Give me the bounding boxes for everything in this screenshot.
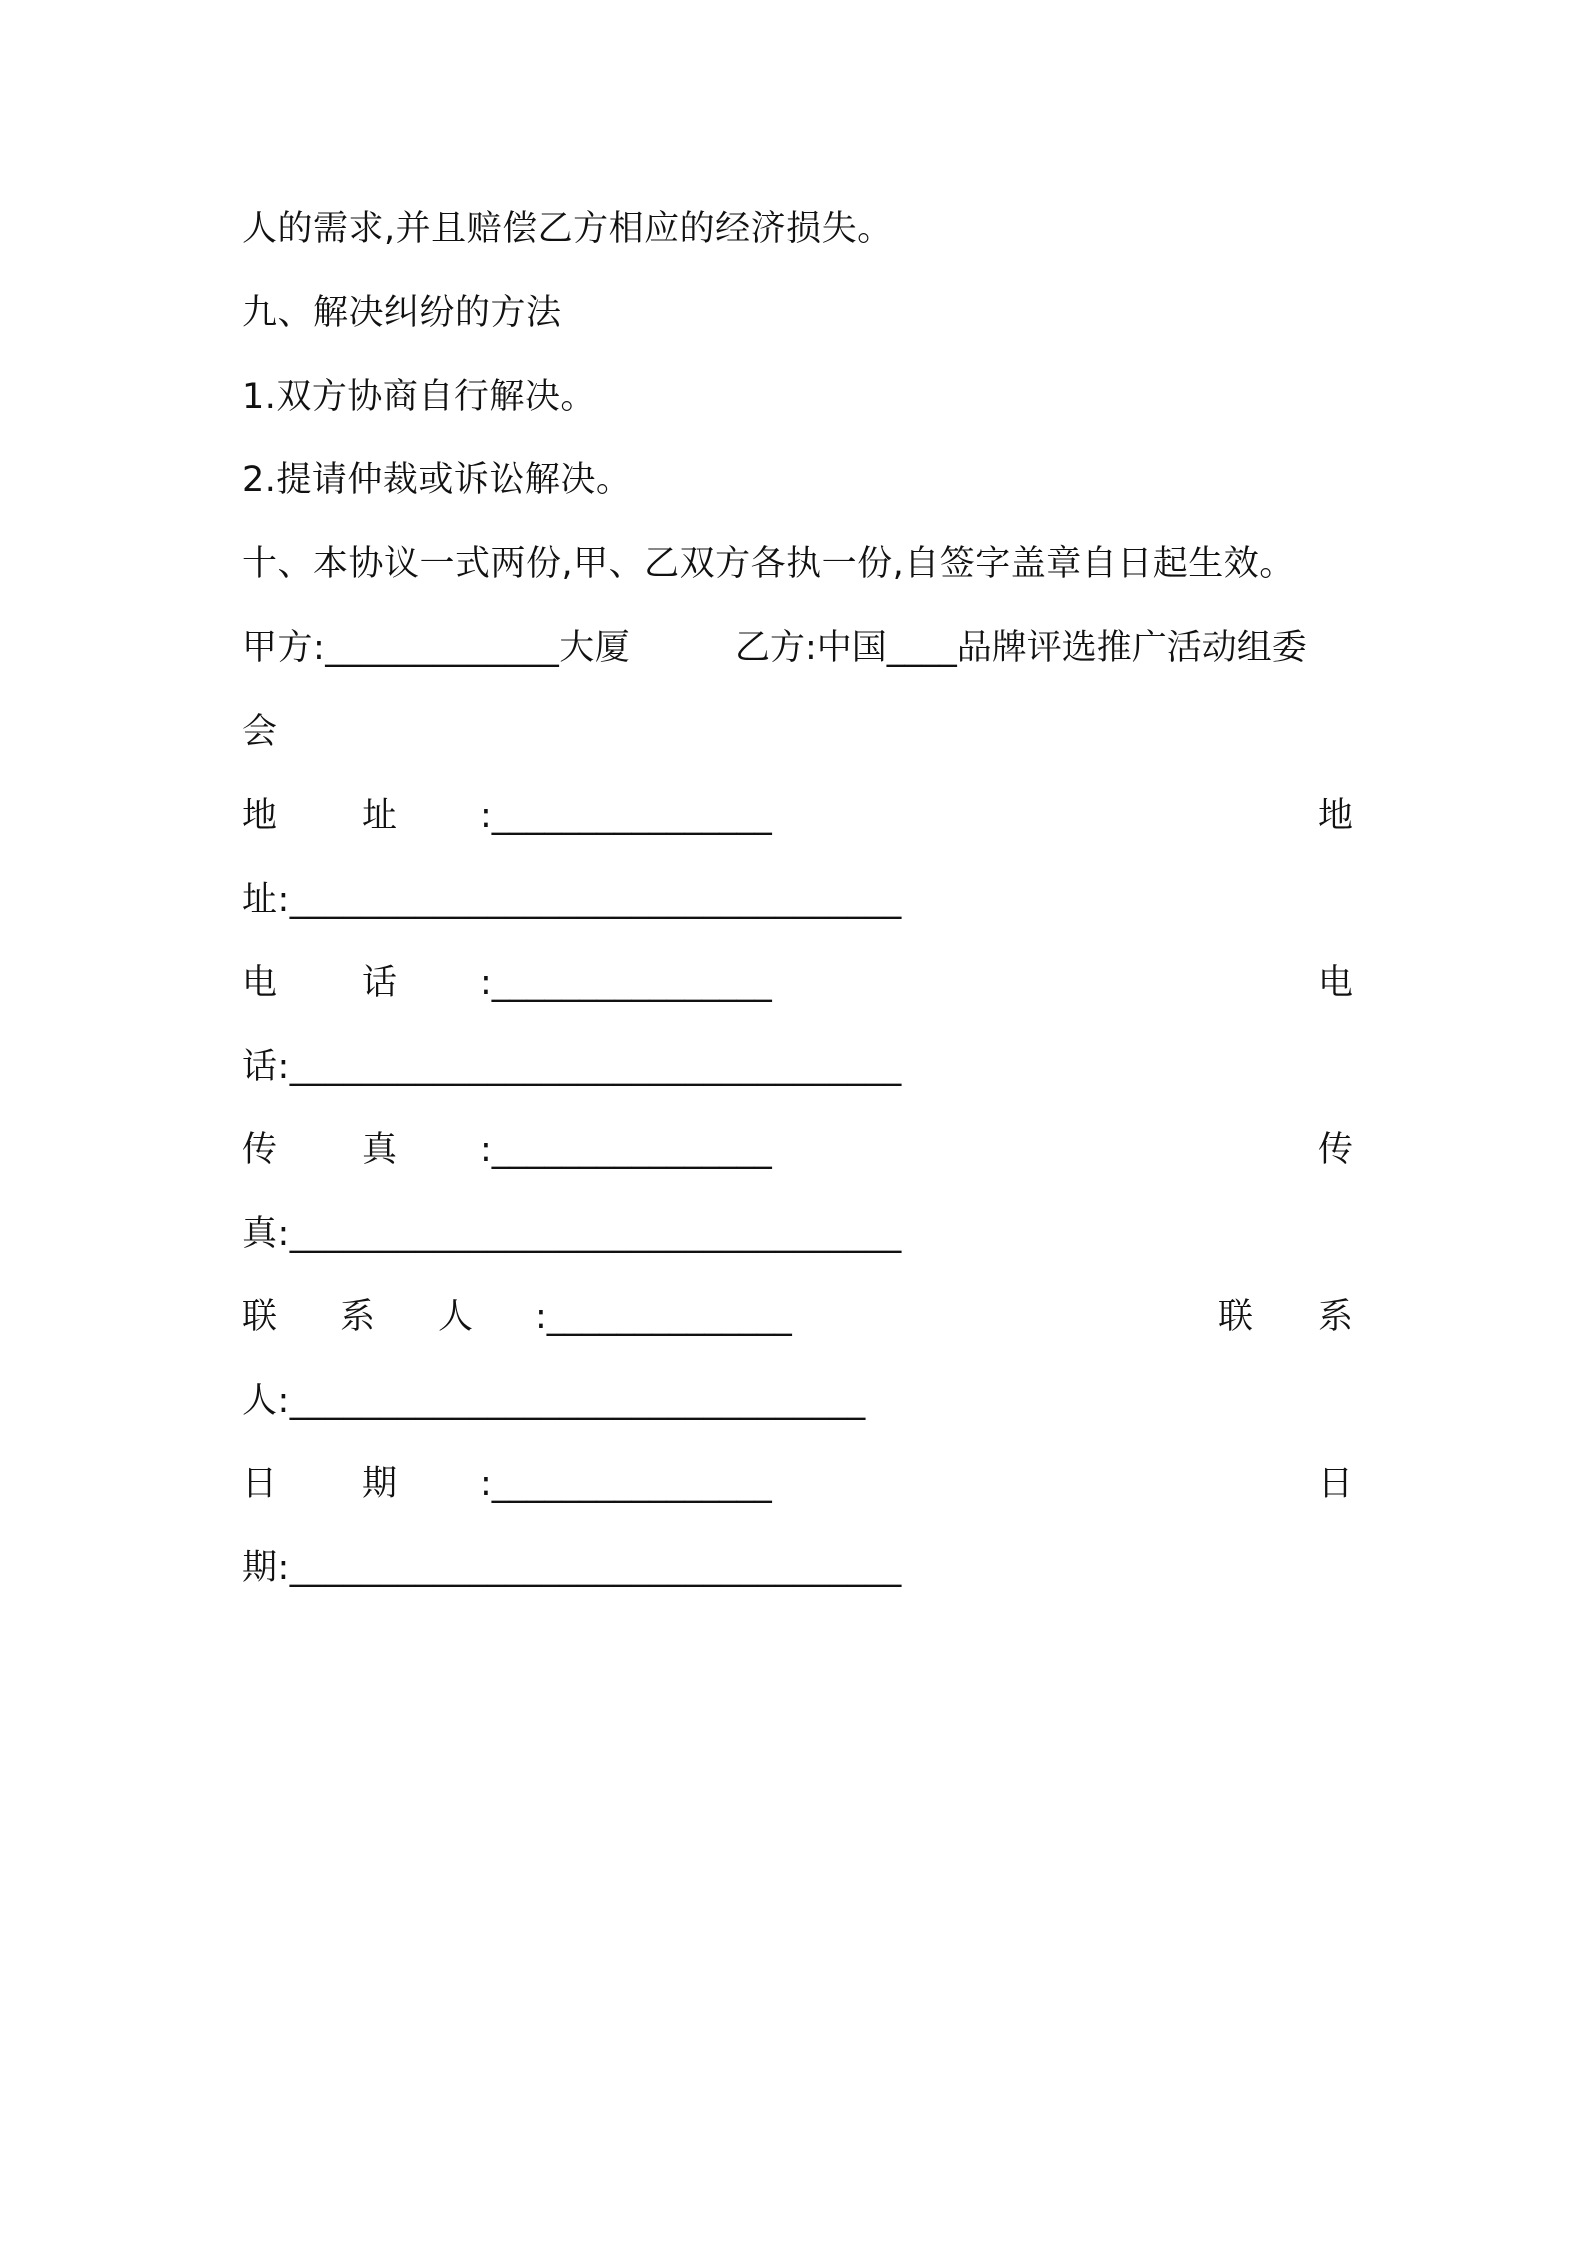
address-a-blank: :________________ xyxy=(480,796,772,836)
date-a-blank: :________________ xyxy=(480,1464,772,1504)
phone-a-char-1: 电 xyxy=(242,963,278,1003)
contact-a-blank: :______________ xyxy=(535,1297,792,1337)
fax-b-head: 传 xyxy=(1318,1130,1354,1170)
address-a-char-2: 址 xyxy=(362,796,398,836)
party-a-label: 甲方:_____________大厦 xyxy=(242,628,631,668)
address-b-line: 址:__________________________________ xyxy=(242,880,902,920)
address-b-head: 地 xyxy=(1318,796,1354,836)
phone-b-head: 电 xyxy=(1318,963,1354,1003)
contact-a-char-3: 人 xyxy=(438,1297,474,1337)
date-a-char-1: 日 xyxy=(242,1464,278,1504)
address-a-char-1: 地 xyxy=(242,796,278,836)
section-heading-dispute: 九、解决纠纷的方法 xyxy=(242,293,562,333)
contact-a-char-2: 系 xyxy=(340,1297,376,1337)
contact-b-head-2: 系 xyxy=(1318,1297,1354,1337)
phone-a-char-2: 话 xyxy=(362,963,398,1003)
party-b-label: 乙方:中国____品牌评选推广活动组委 xyxy=(735,628,1307,668)
dispute-item-2: 2.提请仲裁或诉讼解决。 xyxy=(242,460,632,500)
date-a-char-2: 期 xyxy=(362,1464,398,1504)
section-heading-effect: 十、本协议一式两份,甲、乙双方各执一份,自签字盖章自日起生效。 xyxy=(242,544,1295,584)
party-b-label-continued: 会 xyxy=(242,712,278,752)
fax-a-char-2: 真 xyxy=(362,1130,398,1170)
phone-a-blank: :________________ xyxy=(480,963,772,1003)
fax-a-blank: :________________ xyxy=(480,1130,772,1170)
contact-b-line: 人:________________________________ xyxy=(242,1381,866,1421)
paragraph-compensation: 人的需求,并且赔偿乙方相应的经济损失。 xyxy=(242,209,893,249)
phone-b-line: 话:__________________________________ xyxy=(242,1047,902,1087)
fax-a-char-1: 传 xyxy=(242,1130,278,1170)
fax-b-line: 真:__________________________________ xyxy=(242,1214,902,1254)
date-b-line: 期:__________________________________ xyxy=(242,1548,902,1588)
contact-b-head-1: 联 xyxy=(1218,1297,1254,1337)
contact-a-char-1: 联 xyxy=(242,1297,278,1337)
dispute-item-1: 1.双方协商自行解决。 xyxy=(242,377,596,417)
date-b-head: 日 xyxy=(1318,1464,1354,1504)
